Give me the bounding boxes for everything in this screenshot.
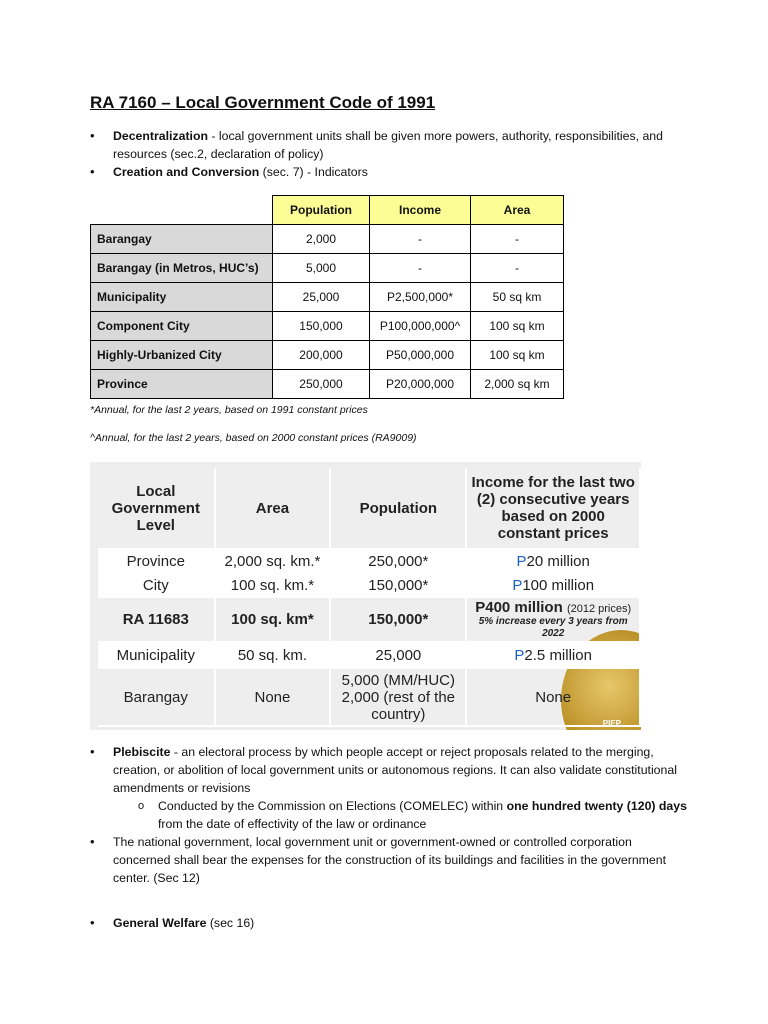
cell-area: 100 sq. km* [216, 598, 332, 643]
peso-sign: P [516, 552, 527, 570]
table-corner [91, 196, 273, 225]
income-amount: P400 million [475, 599, 563, 616]
bullet-bold-term: Creation and Conversion [113, 165, 260, 179]
cell-income: None [467, 669, 641, 727]
row-label: Municipality [91, 283, 273, 312]
table-row [98, 598, 641, 643]
cell-income: P100,000,000^ [370, 312, 471, 341]
bullet-plebiscite [90, 743, 690, 797]
peso-sign: P [514, 646, 525, 664]
table-row [91, 283, 564, 312]
income-price-basis: (2012 prices) [566, 603, 632, 615]
row-label: Highly-Urbanized City [91, 341, 273, 370]
cell-population: 5,000 (MM/HUC) 2,000 (rest of the country) [331, 669, 467, 727]
income-amount: 20 million [526, 552, 590, 570]
cell-population: 150,000 [273, 312, 370, 341]
cell-income: - [370, 254, 471, 283]
bullet-text: Conducted by the Commission on Elections (COMELEC) within [158, 799, 507, 813]
bullet-bold-term: Plebiscite [113, 745, 171, 759]
bullet-text: - an electoral process by which people accept or reject proposals related to the merging, creation, or abolition of local government units or autonomous regions. It can also validate constitutional amendments or revisions [113, 745, 677, 795]
cell-income [467, 574, 641, 598]
cell-income [467, 598, 641, 643]
document-title: RA 7160 – Local Government Code of 1991 [90, 93, 436, 112]
requirements-image [90, 462, 641, 730]
sub-bullet-comelec [90, 797, 690, 833]
cell-level: Barangay [98, 669, 216, 727]
cell-population: 200,000 [273, 341, 370, 370]
income-amount: 100 million [522, 576, 595, 594]
cell-income [467, 643, 641, 669]
income-amount: 2.5 million [524, 646, 592, 664]
bullet-text: from the date of effectivity of the law or ordinance [158, 817, 427, 831]
table-header-row [91, 196, 564, 225]
cell-level: RA 11683 [98, 598, 216, 643]
peso-sign: P [512, 576, 523, 594]
bullet-decentralization [90, 127, 690, 163]
cell-level: Province [98, 550, 216, 574]
row-label: Component City [91, 312, 273, 341]
cell-population: 150,000* [331, 598, 467, 643]
cell-population: 250,000* [331, 550, 467, 574]
cell-area: 50 sq km [471, 283, 564, 312]
cell-income: P2,500,000* [370, 283, 471, 312]
cell-population: 250,000 [273, 370, 370, 399]
bullet-creation-conversion [90, 163, 690, 181]
table-row [91, 254, 564, 283]
table-row [91, 312, 564, 341]
col-header-income: Income for the last two (2) consecutive years based on 2000 constant prices [467, 468, 641, 550]
col-header-level: Local Government Level [98, 468, 216, 550]
table-row [98, 669, 641, 727]
table-row [91, 370, 564, 399]
cell-population: 150,000* [331, 574, 467, 598]
cell-income: P20,000,000 [370, 370, 471, 399]
bullet-bold-term: one hundred twenty (120) days [506, 799, 687, 813]
table-row [98, 574, 641, 598]
indicators-table [90, 195, 564, 399]
cell-income: - [370, 225, 471, 254]
col-header-area: Area [471, 196, 564, 225]
table-row [91, 225, 564, 254]
table-header-row [98, 468, 641, 550]
row-label: Barangay (in Metros, HUC’s) [91, 254, 273, 283]
bullet-bold-term: General Welfare [113, 916, 207, 930]
cell-income: P50,000,000 [370, 341, 471, 370]
bullet-text: (sec. 7) - Indicators [259, 165, 368, 179]
cell-population: 25,000 [331, 643, 467, 669]
bullet-national-government: • The national government, local government unit or government-owned or controlled corporation concerned shall bear the expenses for the construction of its buildings and facilities in the government center. (Sec 12) [90, 833, 690, 887]
cell-population: 2,000 [273, 225, 370, 254]
cell-area: 2,000 sq km [471, 370, 564, 399]
cell-population: 25,000 [273, 283, 370, 312]
row-label: Barangay [91, 225, 273, 254]
cell-area: - [471, 225, 564, 254]
cell-area: 100 sq. km.* [216, 574, 332, 598]
income-note: 5% increase every 3 years from 2022 [478, 616, 628, 639]
col-header-income: Income [370, 196, 471, 225]
row-label: Province [91, 370, 273, 399]
cell-area: 100 sq km [471, 341, 564, 370]
table-row [98, 550, 641, 574]
footnote-1991: *Annual, for the last 2 years, based on 1991 constant prices [90, 404, 368, 416]
cell-area: 100 sq km [471, 312, 564, 341]
cell-level: Municipality [98, 643, 216, 669]
cell-area: - [471, 254, 564, 283]
bullet-list-bottom [90, 743, 690, 887]
table-row [98, 643, 641, 669]
logo-text: PIEP [602, 719, 621, 728]
cell-area: None [216, 669, 332, 727]
bullet-bold-term: Decentralization [113, 129, 208, 143]
cell-population: 5,000 [273, 254, 370, 283]
bullet-text: - local government units shall be given more powers, authority, responsibilities, and resources (sec.2, declaration of policy) [113, 129, 663, 161]
col-header-area: Area [216, 468, 332, 550]
bullet-general-welfare [90, 914, 690, 932]
cell-area: 2,000 sq. km.* [216, 550, 332, 574]
requirements-table [98, 468, 641, 727]
table-row [91, 341, 564, 370]
cell-level: City [98, 574, 216, 598]
cell-income [467, 550, 641, 574]
cell-area: 50 sq. km. [216, 643, 332, 669]
col-header-population: Population [273, 196, 370, 225]
bullet-list-welfare [90, 914, 690, 932]
col-header-population: Population [331, 468, 467, 550]
footnote-2000: ^Annual, for the last 2 years, based on 2000 constant prices (RA9009) [90, 432, 417, 444]
bullet-text: (sec 16) [206, 916, 255, 930]
bullet-list-top [90, 127, 690, 181]
